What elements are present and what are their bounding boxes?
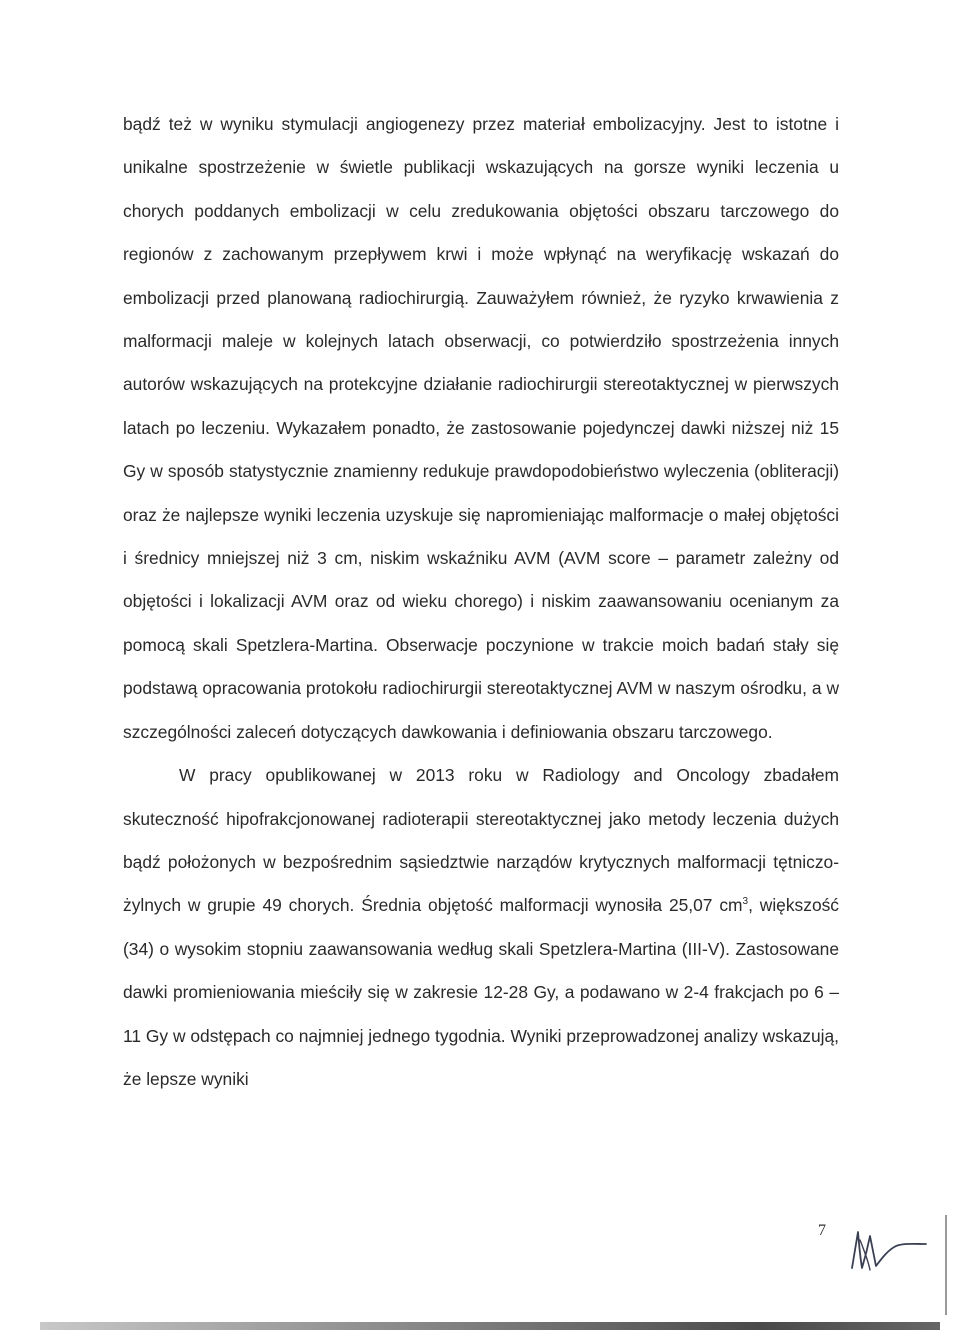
paragraph-2-text-after: , większość (34) o wysokim stopniu zaawansowania według skali Spetzlera-Martina (III-V). Zastosowane dawki promieniowania mieściły się w zakresie 12-28 Gy, a podawano w 2-4 frakcjach po 6 – 11 Gy w odstępach co najmniej jednego tygodnia. Wyniki przeprowadzonej analizy wskazują, że lepsze wyniki xyxy=(123,895,840,1089)
page-number: 7 xyxy=(818,1222,826,1239)
paragraph-2 xyxy=(123,754,839,1101)
superscript-cubic: 3 xyxy=(742,896,749,908)
scan-bottom-edge xyxy=(40,1322,940,1330)
signature-icon xyxy=(840,1210,940,1290)
margin-line xyxy=(945,1215,947,1315)
paragraph-1: bądź też w wyniku stymulacji angiogenezy przez materiał embolizacyjny. Jest to istotne i unikalne spostrzeżenie w świetle publikacji wskazujących na gorsze wyniki leczenia u chorych poddanych embolizacji w celu zredukowania objętości obszaru tarczowego do regionów z zachowanym przepływem krwi i może wpłynąć na weryfikację wskazań do embolizacji przed planowaną radiochirurgią. Zauważyłem również, że ryzyko krwawienia z malformacji maleje w kolejnych latach obserwacji, co potwierdziło spostrzeżenia innych autorów wskazujących na protekcyjne działanie radiochirurgii stereotaktycznej w pierwszych latach po leczeniu. Wykazałem ponadto, że zastosowanie pojedynczej dawki niższej niż 15 Gy w sposób statystycznie znamienny redukuje prawdopodobieństwo wyleczenia (obliteracji) oraz że najlepsze wyniki leczenia uzyskuje się napromieniając malformacje o małej objętości i średnicy mniejszej niż 3 cm, niskim wskaźniku AVM (AVM score – parametr zależny od objętości i lokalizacji AVM oraz od wieku chorego) i niskim zaawansowaniu ocenianym za pomocą skali Spetzlera-Martina. Obserwacje poczynione w trakcie moich badań stały się podstawą opracowania protokołu radiochirurgii stereotaktycznej AVM w naszym ośrodku, a w szczególności zaleceń dotyczących dawkowania i definiowania obszaru tarczowego. xyxy=(123,114,839,742)
paragraph-2-text-before: W pracy opublikowanej w 2013 roku w Radiology and Oncology zbadałem skuteczność hipofrakcjonowanej radioterapii stereotaktycznej jako metody leczenia dużych bądź położonych w bezpośrednim sąsiedztwie narządów krytycznych malformacji tętniczo-żylnych w grupie 49 chorych. Średnia objętość malformacji wynosiła 25,07 cm xyxy=(123,765,839,916)
document-body xyxy=(123,103,839,1101)
